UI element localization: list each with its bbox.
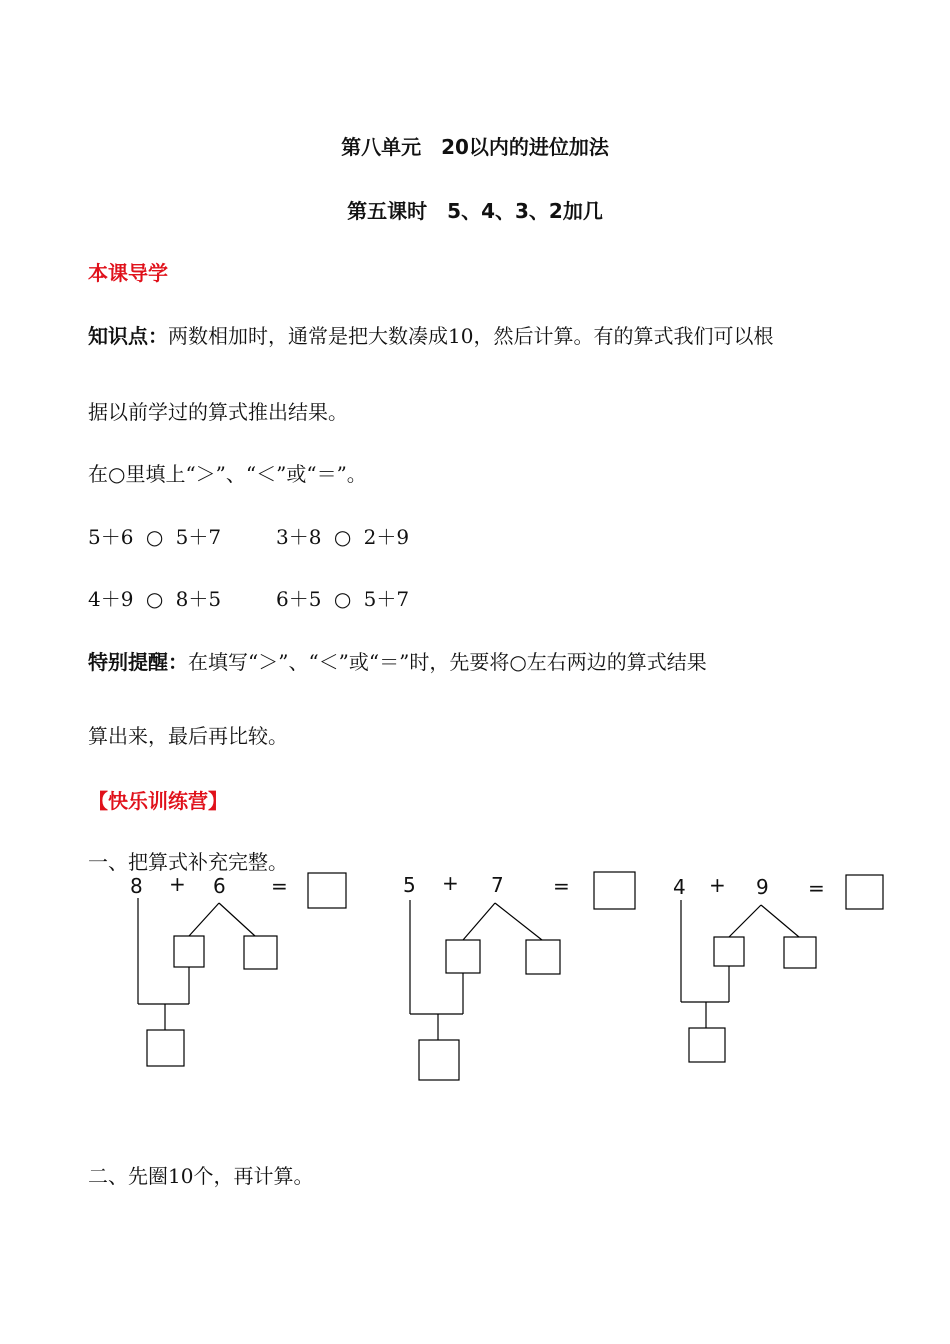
right-expression: 5＋7: [175, 525, 222, 549]
reminder-text-line1: 在填写“＞”、“＜”或“＝”时，先要将○左右两边的算式结果: [188, 650, 707, 674]
diagram-addend-b: 9: [756, 875, 769, 899]
diagram-addend-a: 5: [403, 873, 416, 897]
unit-title: 第八单元 20以内的进位加法: [341, 135, 609, 159]
left-expression: 4＋9: [88, 587, 134, 611]
guide-heading: 本课导学: [88, 261, 168, 285]
circle-blank[interactable]: ○: [145, 525, 164, 549]
ten-box[interactable]: [689, 1028, 725, 1062]
split-line: [219, 903, 255, 936]
split-box-right[interactable]: [784, 937, 816, 968]
circle-blank[interactable]: ○: [333, 587, 352, 611]
fill-instruction: 在○里填上“＞”、“＜”或“＝”。: [88, 462, 367, 486]
ten-box[interactable]: [147, 1030, 184, 1066]
split-line: [495, 903, 542, 940]
right-expression: 8＋5: [175, 587, 222, 611]
split-line: [463, 903, 495, 940]
split-box-left[interactable]: [446, 940, 480, 973]
left-expression: 6＋5: [276, 587, 322, 611]
right-expression: 5＋7: [363, 587, 410, 611]
reminder-text-line2: 算出来，最后再比较。: [88, 724, 288, 748]
split-line: [729, 905, 761, 937]
diagram-addend-a: 8: [130, 874, 143, 898]
practice-heading: 【快乐训练营】: [88, 789, 228, 813]
diagram-addend-b: 7: [491, 873, 504, 897]
lesson-title: 第五课时 5、4、3、2加几: [347, 199, 603, 223]
ten-box[interactable]: [419, 1040, 459, 1080]
split-line: [761, 905, 799, 937]
answer-box[interactable]: [846, 875, 883, 909]
reminder-label: 特别提醒：: [88, 650, 188, 674]
split-box-right[interactable]: [244, 936, 277, 969]
diagram-addend-b: 6: [213, 874, 226, 898]
circle-blank[interactable]: ○: [145, 587, 164, 611]
split-box-left[interactable]: [714, 937, 744, 966]
diagram-plus: +: [442, 871, 459, 895]
knowledge-label: 知识点：: [88, 324, 168, 348]
knowledge-text-line2: 据以前学过的算式推出结果。: [88, 400, 348, 424]
answer-box[interactable]: [594, 872, 635, 909]
split-box-right[interactable]: [526, 940, 560, 974]
diagram-plus: +: [709, 873, 726, 897]
knowledge-text-line1: 两数相加时，通常是把大数凑成10，然后计算。有的算式我们可以根: [168, 324, 774, 348]
question-1: 一、把算式补充完整。: [88, 850, 288, 874]
diagram-equals: =: [271, 874, 288, 898]
right-expression: 2＋9: [363, 525, 410, 549]
diagram-equals: =: [553, 874, 570, 898]
diagram-addend-a: 4: [673, 875, 686, 899]
split-line: [189, 903, 219, 936]
split-box-left[interactable]: [174, 936, 204, 967]
question-2: 二、先圈10个，再计算。: [88, 1164, 314, 1188]
left-expression: 5＋6: [88, 525, 134, 549]
diagram-plus: +: [169, 872, 186, 896]
diagram-equals: =: [808, 876, 825, 900]
left-expression: 3＋8: [276, 525, 322, 549]
answer-box[interactable]: [308, 873, 346, 908]
circle-blank[interactable]: ○: [333, 525, 352, 549]
